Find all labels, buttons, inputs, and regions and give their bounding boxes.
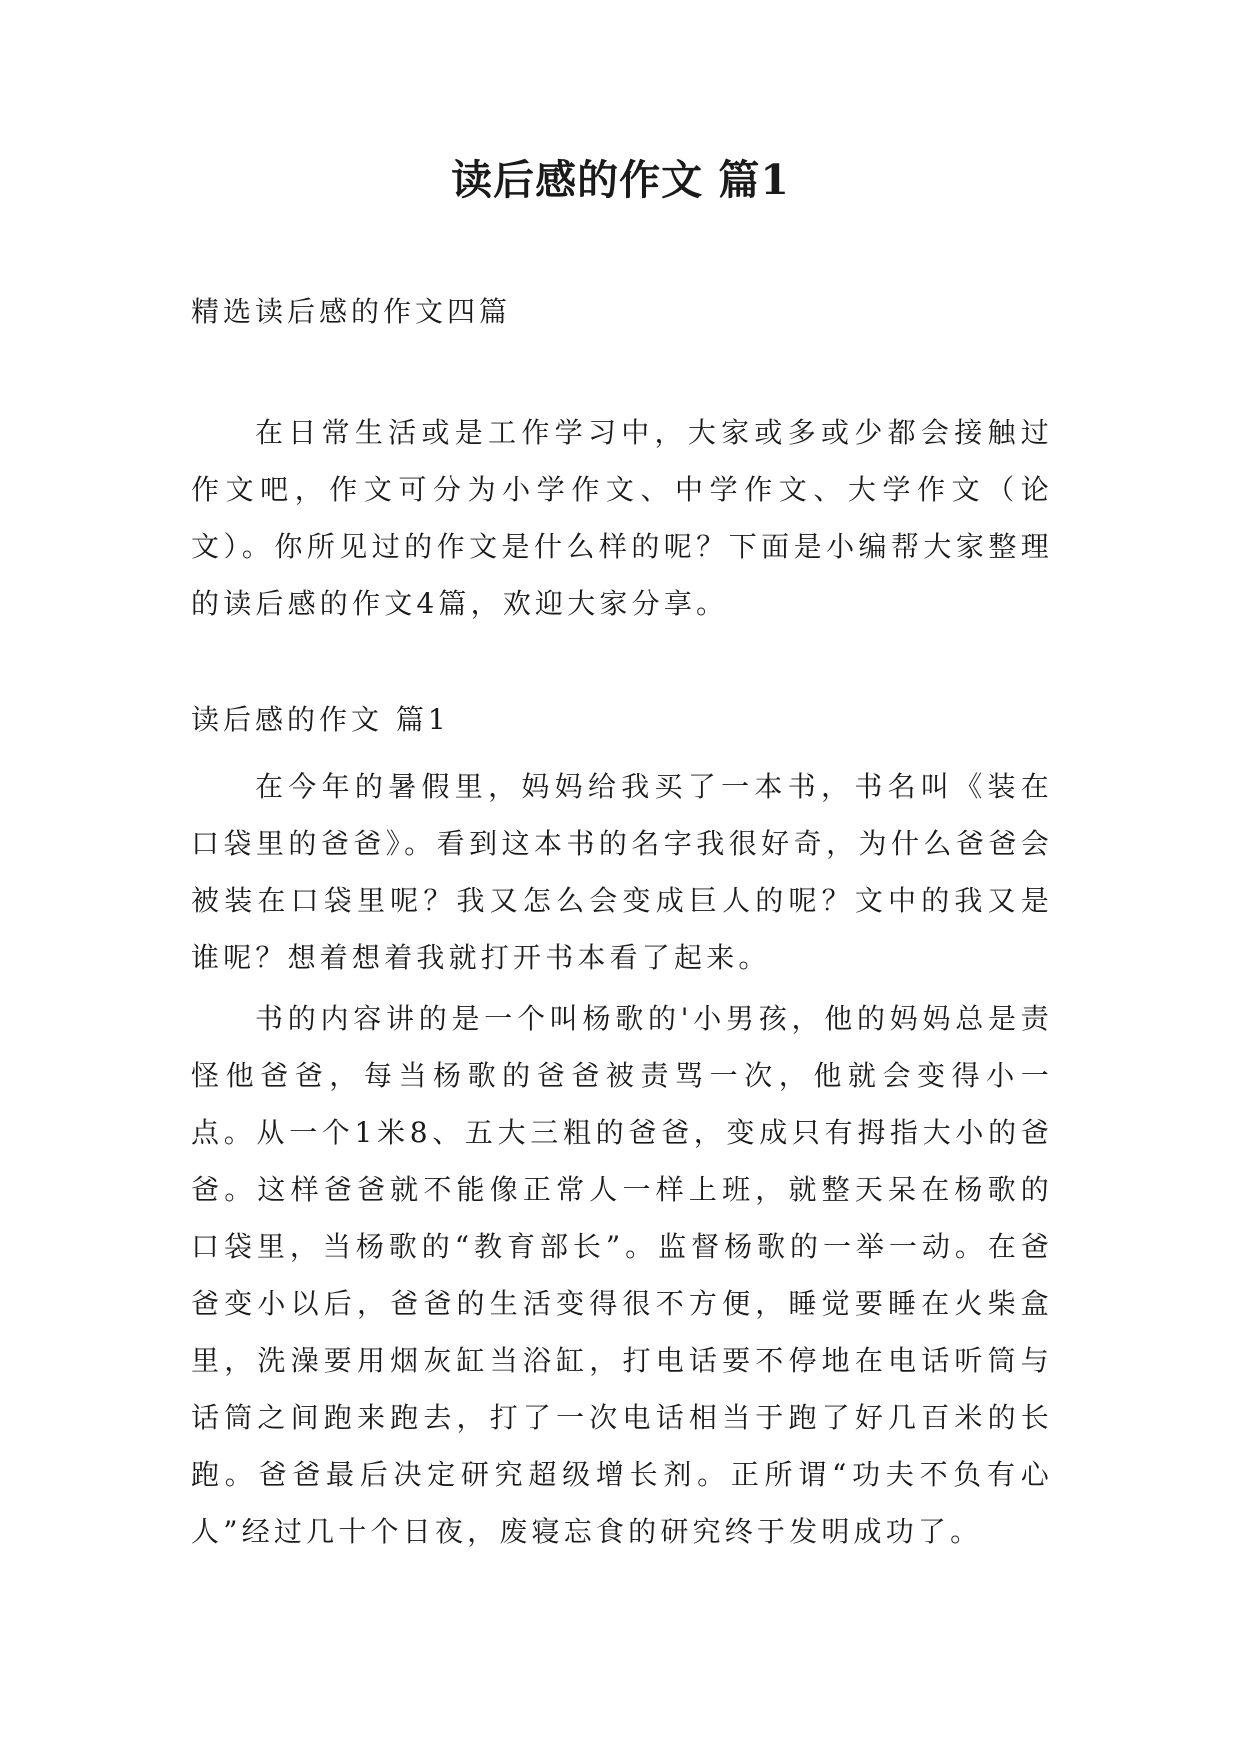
section-heading: 读后感的作文 篇1 xyxy=(191,703,450,736)
body-paragraph-2: 书的内容讲的是一个叫杨歌的'小男孩，他的妈妈总是责怪他爸爸，每当杨歌的爸爸被责骂一次，他就会变得小一点。从一个1米8、五大三粗的爸爸，变成只有拇指大小的爸爸。这样爸爸就不能像正常人一样上班，就整天呆在杨歌的口袋里，当杨歌的“教育部长”。监督杨歌的一举一动。在爸爸变小以后，爸爸的生活变得很不方便，睡觉要睡在火柴盒里，洗澡要用烟灰缸当浴缸，打电话要不停地在电话听筒与话筒之间跑来跑去，打了一次电话相当于跑了好几百米的长跑。爸爸最后决定研究超级增长剂。正所谓“功夫不负有心人”经过几十个日夜，废寝忘食的研究终于发明成功了。 xyxy=(191,1002,1053,1548)
document-title: 读后感的作文 篇1 xyxy=(451,156,790,204)
intro-paragraph: 在日常生活或是工作学习中，大家或多或少都会接触过作文吧，作文可分为小学作文、中学作文、大学作文（论文）。你所见过的作文是什么样的呢？下面是小编帮大家整理的读后感的作文4篇，欢迎大家分享。 xyxy=(191,416,1053,620)
body-paragraph-1: 在今年的暑假里，妈妈给我买了一本书，书名叫《装在口袋里的爸爸》。看到这本书的名字我很好奇，为什么爸爸会被装在口袋里呢？我又怎么会变成巨人的呢？文中的我又是谁呢？想着想着我就打开书本看了起来。 xyxy=(191,770,1053,974)
document-subtitle: 精选读后感的作文四篇 xyxy=(191,295,512,328)
